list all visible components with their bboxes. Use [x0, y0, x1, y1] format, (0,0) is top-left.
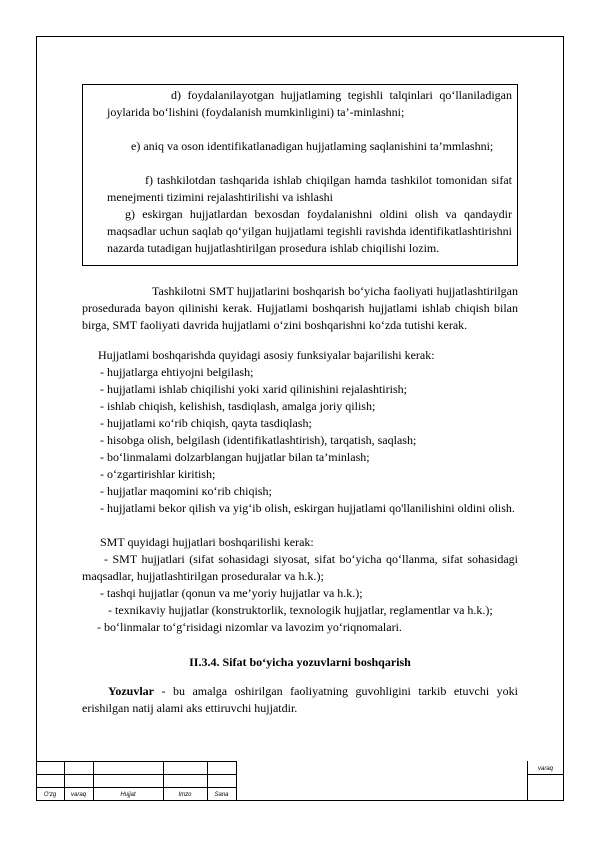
- stamp-imzo-label: Imzo: [178, 792, 192, 798]
- list-item: - hujjatlarga ehtiyojni belgilash;: [100, 365, 254, 379]
- box-item-e: e) aniq va oson identifikatlanadigan hujjatlaming saqlanishini ta’mmlashni;: [131, 139, 494, 153]
- box-item-f: f) tashkilotdan tashqarida ishlab chiqilgan hamda tashkilot tomonidan sifat menejmenti tizimini rejalashtirilishi va ishlashi: [107, 173, 512, 204]
- functions-list: [100, 364, 518, 500]
- list-item: - o‘zgartirishlar kiritish;: [100, 467, 216, 481]
- list-item: - hujjatlami кo‘rib chiqish, qayta tasdiqlash;: [100, 416, 312, 430]
- list-item: - bo‘linmalami dolzarblangan hujjatlar bilan ta’minlash;: [100, 450, 370, 464]
- list-item: - ishlab chiqish, kelishish, tasdiqlash, amalga joriy qilish;: [100, 399, 376, 413]
- records-definition: - bu amalga oshirilgan faoliyatning guvohligini tarkib etuvchi yoki erishilgan natij alami aks ettiruvchi hujjatdir.: [82, 684, 518, 715]
- list-item: - hujjatlar maqomini кo‘rib chiqish;: [100, 484, 272, 498]
- smt-item: - bo‘linmalar to‘g‘risidagi nizomlar va lavozim yo‘riqnomalari.: [97, 620, 402, 634]
- box-item-d: d) foydalanilayotgan hujjatlaming tegishli talqinlari qo‘llaniladigan joylarida bo‘lishini (foydalanish mumkinligini) ta’-minlashni;: [107, 88, 512, 119]
- records-term: Yozuvlar: [108, 684, 154, 698]
- records-paragraph: [82, 683, 518, 717]
- list-item: - hujjatlami bekor qilish va yig‘ib olish, eskirgan hujjatlami qo'llanilishini oldini olish.: [100, 501, 515, 515]
- stamp-sana-label: Sana: [214, 792, 229, 798]
- list-item: - hujjatlami ishlab chiqilishi yoki xarid qilinishini rejalashtirish;: [100, 382, 407, 396]
- smt-item: - texnikaviy hujjatlar (konstruktorlik, texnologik hujjatlar, reglamentlar va h.k.);: [108, 603, 493, 617]
- box-item-g: g) eskirgan hujjatlardan bexosdan foydalanishni oldini olish va qandaydir maqsadlar uchun saqlab qo‘yilgan hujjatlami tegishli ravishda identifikatlashtirishni nazarda tutadigan hujjatlashtirilgan prosedura ishlab chiqilishi lozim.: [107, 207, 512, 255]
- title-block: [36, 761, 564, 801]
- list-item: - hisobga olish, belgilash (identifikatlashtirish), tarqatish, saqlash;: [100, 433, 417, 447]
- smt-item: - SMT hujjatlari (sifat sohasidagi siyosat, sifat bo‘yicha qo‘llanma, sifat sohasidagi maqsadlar, hujjatlashtirilgan proseduralar va h.k.);: [82, 552, 518, 583]
- stamp-ozg-label: O‘zg: [43, 792, 57, 798]
- smt-item: - tashqi hujjatlar (qonun va me’yoriy hujjatlar va h.k.);: [100, 586, 363, 600]
- stamp-sheet-label: varaq: [537, 766, 553, 772]
- intro-paragraph: Tashkilotni SMT hujjatlarini boshqarish bo‘yicha faoliyati hujjatlashtirilgan prosedurada bayon qilinishi kerak. Hujjatlami boshqarish hujjatlami ishlab chiqish bilan birga, SMT faoliyati davrida hujjatlami o‘zini boshqarishni ko‘zda tutishi kerak.: [82, 284, 518, 332]
- stamp-hujjat-label: Hujjat: [120, 792, 136, 798]
- functions-intro: Hujjatlami boshqarishda quyidagi asosiy funksiyalar bajarilishi kerak:: [98, 348, 435, 362]
- stamp-varaq-label: varaq: [70, 792, 86, 798]
- section-heading: II.3.4. Sifat bo‘yicha yozuvlarni boshqarish: [189, 655, 411, 669]
- smt-intro: SMT quyidagi hujjatlari boshqarilishi kerak:: [100, 535, 314, 549]
